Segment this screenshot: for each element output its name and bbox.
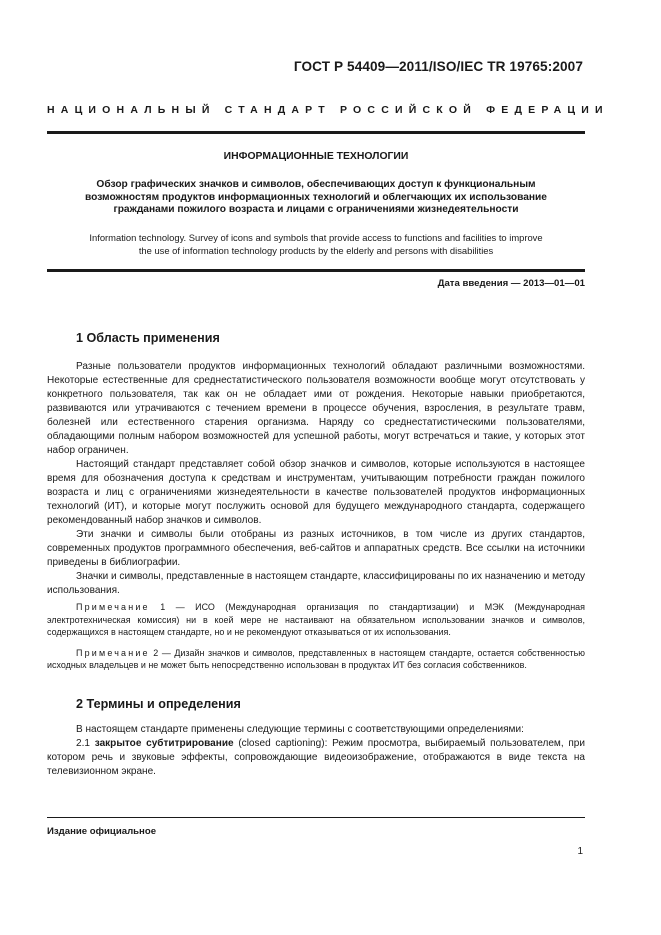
section-scope-body [47,360,585,598]
subtitle-line: Обзор графических значков и символов, обеспечивающих доступ к функциональным [96,179,536,190]
edition-label: Издание официальное [47,826,157,837]
notes-block [47,601,585,672]
section-heading-scope: 1 Область применения [76,331,220,345]
term-name: закрытое субтитрирование [94,738,234,749]
note-label: Примечание [76,602,150,612]
paragraph: Эти значки и символы были отобраны из разных источников, в том числе из других стандартов, современных продуктов программного обеспечения, веб-сайтов и аппаратных средств. Все ссылки на источники приведены в библиографии. [47,529,585,568]
paragraph: Разные пользователи продуктов информационных технологий обладают различными возможностями. Некоторые естественные для среднестатистического пользователя возможности вообще могут отсутствовать у конкретного пользователя, так как он не обладает ими от рождения. Некоторые навыки приобретаются, развиваются или утрачиваются с течением времени в процессе обучения, взросления, в результате травм, болезней или естественного старения организма. Наряду со среднестатистическими пользователями, обладающими полным набором возможностей для успешной работы, могут встречаться и такие, у которых этот набор ограничен. [47,361,585,456]
paragraph: Настоящий стандарт представляет собой обзор значков и символов, которые используются в настоящее время для обозначения доступа к средствам и инструментам, учитывающим потребности граждан пожилого возраста и лиц с ограничениями жизнедеятельности в качестве пользователей продуктов информационных технологий (ИТ), и которые могут послужить основой для будущего международного стандарта, содержащего рекомендованный набор значков и символов. [47,459,585,526]
subtitle-line: возможностям продуктов информационных технологий и облегчающих их использование [85,191,547,203]
section-heading-terms: 2 Термины и определения [76,697,241,711]
section-terms-body [47,723,585,779]
note-text: 2 — Дизайн значков и символов, представленных в настоящем стандарте, остается собственностью исходных владельцев и не может быть непосредственно использован в продуктах ИТ без согласия собственников. [47,647,585,671]
title-subtitle [47,179,585,217]
paragraph: Значки и символы, представленные в настоящем стандарте, классифицированы по их назначению и методу использования. [47,571,586,596]
note-label: Примечание [76,647,150,658]
term-number: 2.1 [76,738,95,749]
note [47,647,585,672]
title-rule [47,269,585,272]
title-main: ИНФОРМАЦИОННЫЕ ТЕХНОЛОГИИ [223,151,409,162]
page-number: 1 [577,846,583,857]
national-standard-banner: НАЦИОНАЛЬНЫЙ СТАНДАРТ РОССИЙСКОЙ ФЕДЕРАЦИИ [47,104,609,116]
title-english [47,232,585,257]
document-code: ГОСТ Р 54409—2011/ISO/IEC TR 19765:2007 [293,59,583,74]
english-title-line: the use of information technology products by the elderly and persons with disabilities [138,244,494,256]
top-rule [47,131,585,134]
footer-rule [47,817,585,818]
paragraph: В настоящем стандарте применены следующие термины с соответствующими определениями: [76,724,524,735]
subtitle-line: гражданами пожилого возраста и лицами с ограничениями жизнедеятельности [113,204,519,216]
term-definition [47,737,585,779]
introduction-date: Дата введения — 2013—01—01 [437,278,585,289]
english-title-line: Information technology. Survey of icons and symbols that provide access to functions and facilities to improve [89,232,543,243]
note-text: 1 — ИСО (Международная организация по стандартизации) и МЭК (Международная электротехническая комиссия) ни в коей мере не настаивают на обязательном использовании значков и символов, содержащихся в настоящем стандарте, но и не рекомендуют отказываться от их использования. [47,602,585,638]
note [47,601,585,639]
term-text: (closed captioning): Режим просмотра, выбираемый пользователем, при котором речь и звуковые эффекты, сопровождающие видеоизображение, отображаются в виде текста на телевизионном экране. [47,738,585,777]
